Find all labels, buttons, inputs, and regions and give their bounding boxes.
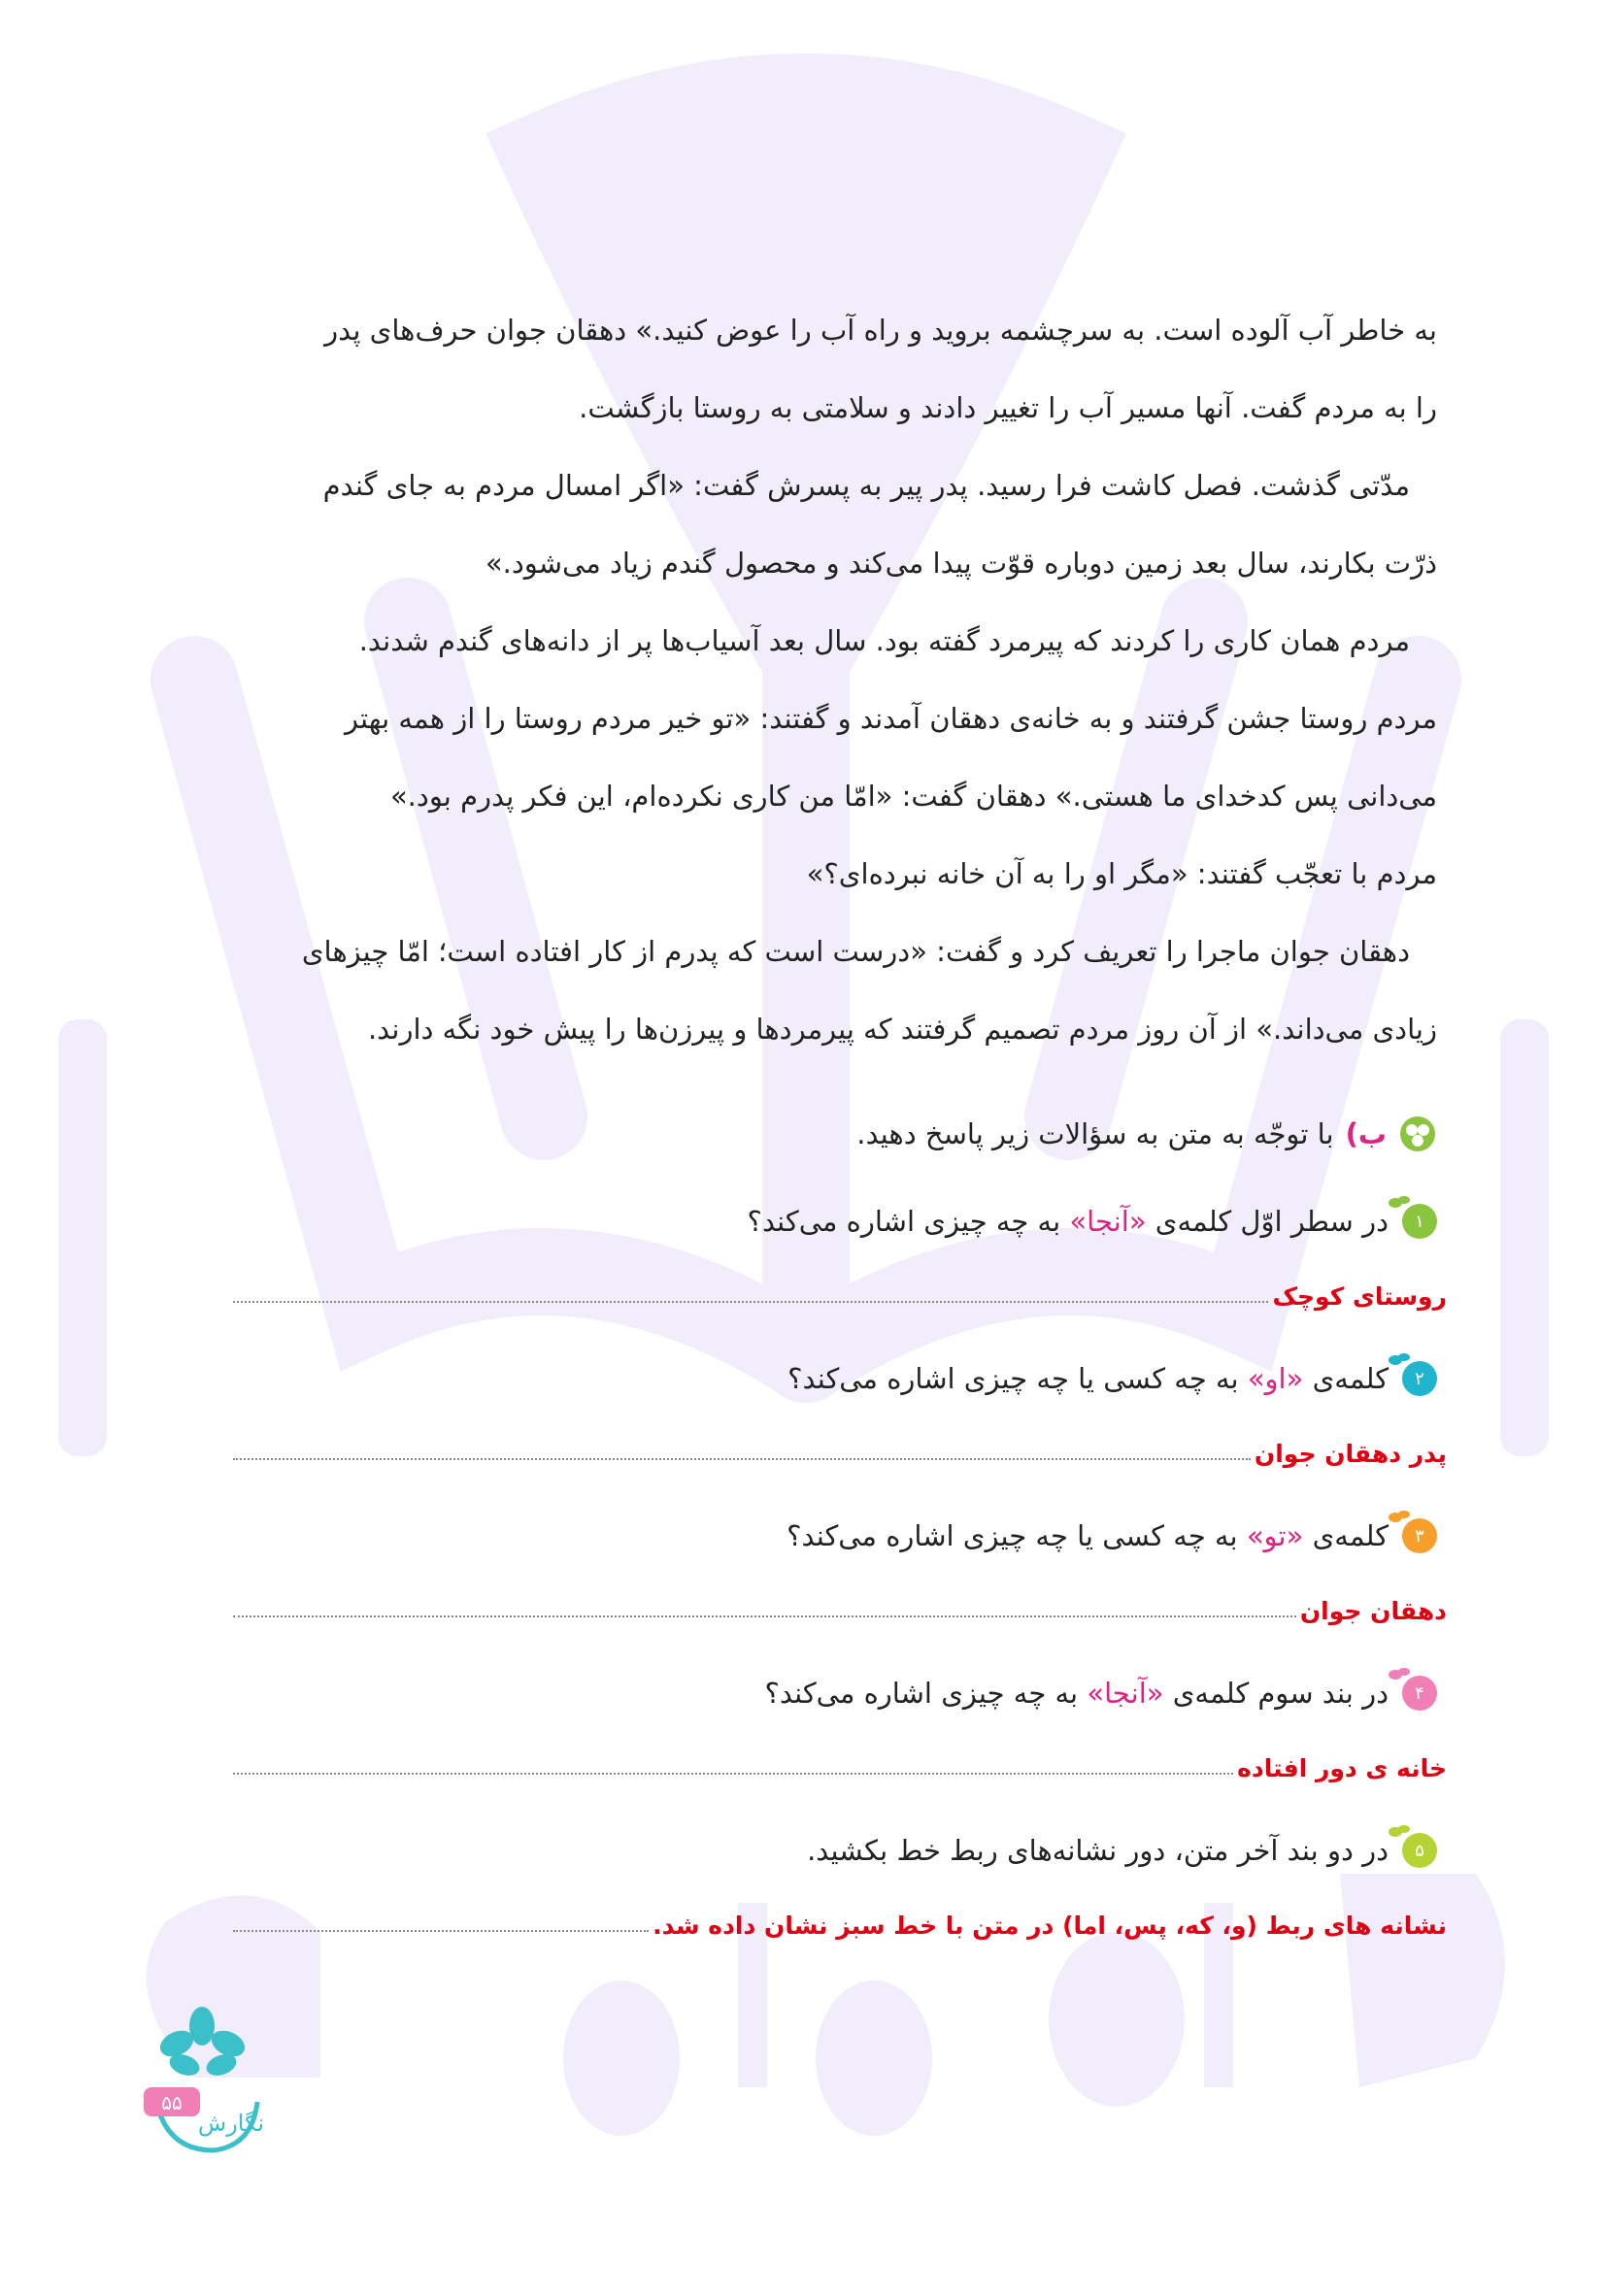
answer-text: دهقان جوان bbox=[1299, 1597, 1447, 1625]
answer-line[interactable] bbox=[233, 1722, 1447, 1782]
answer-line[interactable] bbox=[233, 1565, 1447, 1625]
story-line: به خاطر آب آلوده است. به سرچشمه بروید و راه آب را عوض کنید.» دهقان جوان حرف‌های پدر bbox=[324, 314, 1437, 347]
number-badge bbox=[1402, 1518, 1437, 1553]
instruction-heading bbox=[243, 1115, 1437, 1153]
question-text: به چه چیزی اشاره می‌کند؟ bbox=[747, 1205, 1061, 1238]
page-number: ۵۵ bbox=[161, 2091, 183, 2114]
question-number: ۲ bbox=[1415, 1368, 1424, 1389]
page-content bbox=[243, 291, 1447, 1940]
number-badge bbox=[1402, 1204, 1437, 1239]
flower-icon bbox=[1398, 1115, 1437, 1153]
leaf-icon bbox=[1389, 1509, 1410, 1526]
story-line: مردم همان کاری را کردند که پیرمرد گفته بود. سال بعد آسیاب‌ها پر از دانه‌های گندم شدند. bbox=[358, 624, 1410, 657]
question-text: به چه چیزی اشاره می‌کند؟ bbox=[764, 1677, 1079, 1710]
answer-line[interactable] bbox=[233, 1880, 1447, 1940]
question-number: ۴ bbox=[1415, 1682, 1424, 1704]
question-text: کلمه‌ی bbox=[1312, 1362, 1389, 1395]
leaf-icon bbox=[1389, 1351, 1410, 1369]
question-text: در سطر اوّل کلمه‌ی bbox=[1155, 1205, 1389, 1238]
keyword: «آنجا» bbox=[1087, 1677, 1164, 1710]
question-text: به چه کسی یا چه چیزی اشاره می‌کند؟ bbox=[787, 1362, 1239, 1395]
question-text: به چه کسی یا چه چیزی اشاره می‌کند؟ bbox=[787, 1519, 1238, 1552]
question-item bbox=[243, 1507, 1447, 1625]
answer-text: روستای کوچک bbox=[1272, 1282, 1447, 1311]
question-number: ۱ bbox=[1415, 1211, 1424, 1232]
story-line: می‌دانی پس کدخدای ما هستی.» دهقان گفت: «امّا من کاری نکرده‌ام، این فکر پدرم بود.» bbox=[389, 780, 1437, 813]
answer-text: نشانه های ربط (و، که، پس، اما) در متن با خط سبز نشان داده شد. bbox=[653, 1912, 1447, 1940]
flower-logo-icon bbox=[136, 2005, 267, 2160]
question-text: کلمه‌ی bbox=[1312, 1519, 1389, 1552]
dotted-line bbox=[233, 1615, 1296, 1617]
question-text: در بند سوم کلمه‌ی bbox=[1172, 1677, 1389, 1710]
story-line: دهقان جوان ماجرا را تعریف کرد و گفت: «درست است که پدرم از کار افتاده است؛ امّا چیزهای bbox=[301, 935, 1410, 968]
dotted-line bbox=[233, 1773, 1233, 1775]
question-item bbox=[243, 1349, 1447, 1468]
story-line: زیادی می‌داند.» از آن روز مردم تصمیم گرفتند که پیرمردها و پیرزن‌ها را پیش خود نگه دارند. bbox=[367, 1013, 1437, 1046]
story-line: مدّتی گذشت. فصل کاشت فرا رسید. پدر پیر به پسرش گفت: «اگر امسال مردم به جای گندم bbox=[322, 469, 1410, 502]
number-badge bbox=[1402, 1676, 1437, 1711]
answer-line[interactable] bbox=[233, 1250, 1447, 1311]
answer-text: پدر دهقان جوان bbox=[1254, 1440, 1447, 1468]
keyword: «آنجا» bbox=[1069, 1205, 1147, 1238]
section-letter: ب) bbox=[1345, 1117, 1387, 1150]
question-list bbox=[243, 1192, 1447, 1940]
leaf-icon bbox=[1389, 1194, 1410, 1212]
question-number: ۳ bbox=[1415, 1525, 1424, 1547]
question-item bbox=[243, 1821, 1447, 1940]
story-text bbox=[243, 291, 1437, 1068]
answer-text: خانه ی دور افتاده bbox=[1237, 1754, 1447, 1782]
question-text: در دو بند آخر متن، دور نشانه‌های ربط خط بکشید. bbox=[807, 1834, 1389, 1867]
answer-line[interactable] bbox=[233, 1408, 1447, 1468]
book-logo bbox=[136, 2005, 267, 2160]
number-badge bbox=[1402, 1361, 1437, 1396]
dotted-line bbox=[233, 1458, 1251, 1460]
story-line: مردم روستا جشن گرفتند و به خانه‌ی دهقان آمدند و گفتند: «تو خیر مردم روستا را از همه بهتر bbox=[345, 702, 1437, 735]
question-item bbox=[243, 1664, 1447, 1782]
dotted-line bbox=[233, 1301, 1268, 1303]
leaf-icon bbox=[1389, 1666, 1410, 1683]
number-badge bbox=[1402, 1833, 1437, 1868]
keyword: «او» bbox=[1247, 1362, 1304, 1395]
instruction-text: با توجّه به متن به سؤالات زیر پاسخ دهید. bbox=[856, 1117, 1334, 1150]
story-line: مردم با تعجّب گفتند: «مگر او را به آن خانه نبرده‌ای؟» bbox=[806, 857, 1437, 890]
keyword: «تو» bbox=[1246, 1519, 1304, 1552]
question-item bbox=[243, 1192, 1447, 1311]
question-number: ۵ bbox=[1415, 1840, 1424, 1861]
story-line: را به مردم گفت. آنها مسیر آب را تغییر دادند و سلامتی به روستا بازگشت. bbox=[579, 391, 1437, 424]
logo-text: نگارش bbox=[197, 2110, 265, 2137]
story-line: ذرّت بکارند، سال بعد زمین دوباره قوّت پیدا می‌کند و محصول گندم زیاد می‌شود.» bbox=[485, 547, 1437, 580]
leaf-icon bbox=[1389, 1823, 1410, 1841]
dotted-line bbox=[233, 1930, 649, 1932]
